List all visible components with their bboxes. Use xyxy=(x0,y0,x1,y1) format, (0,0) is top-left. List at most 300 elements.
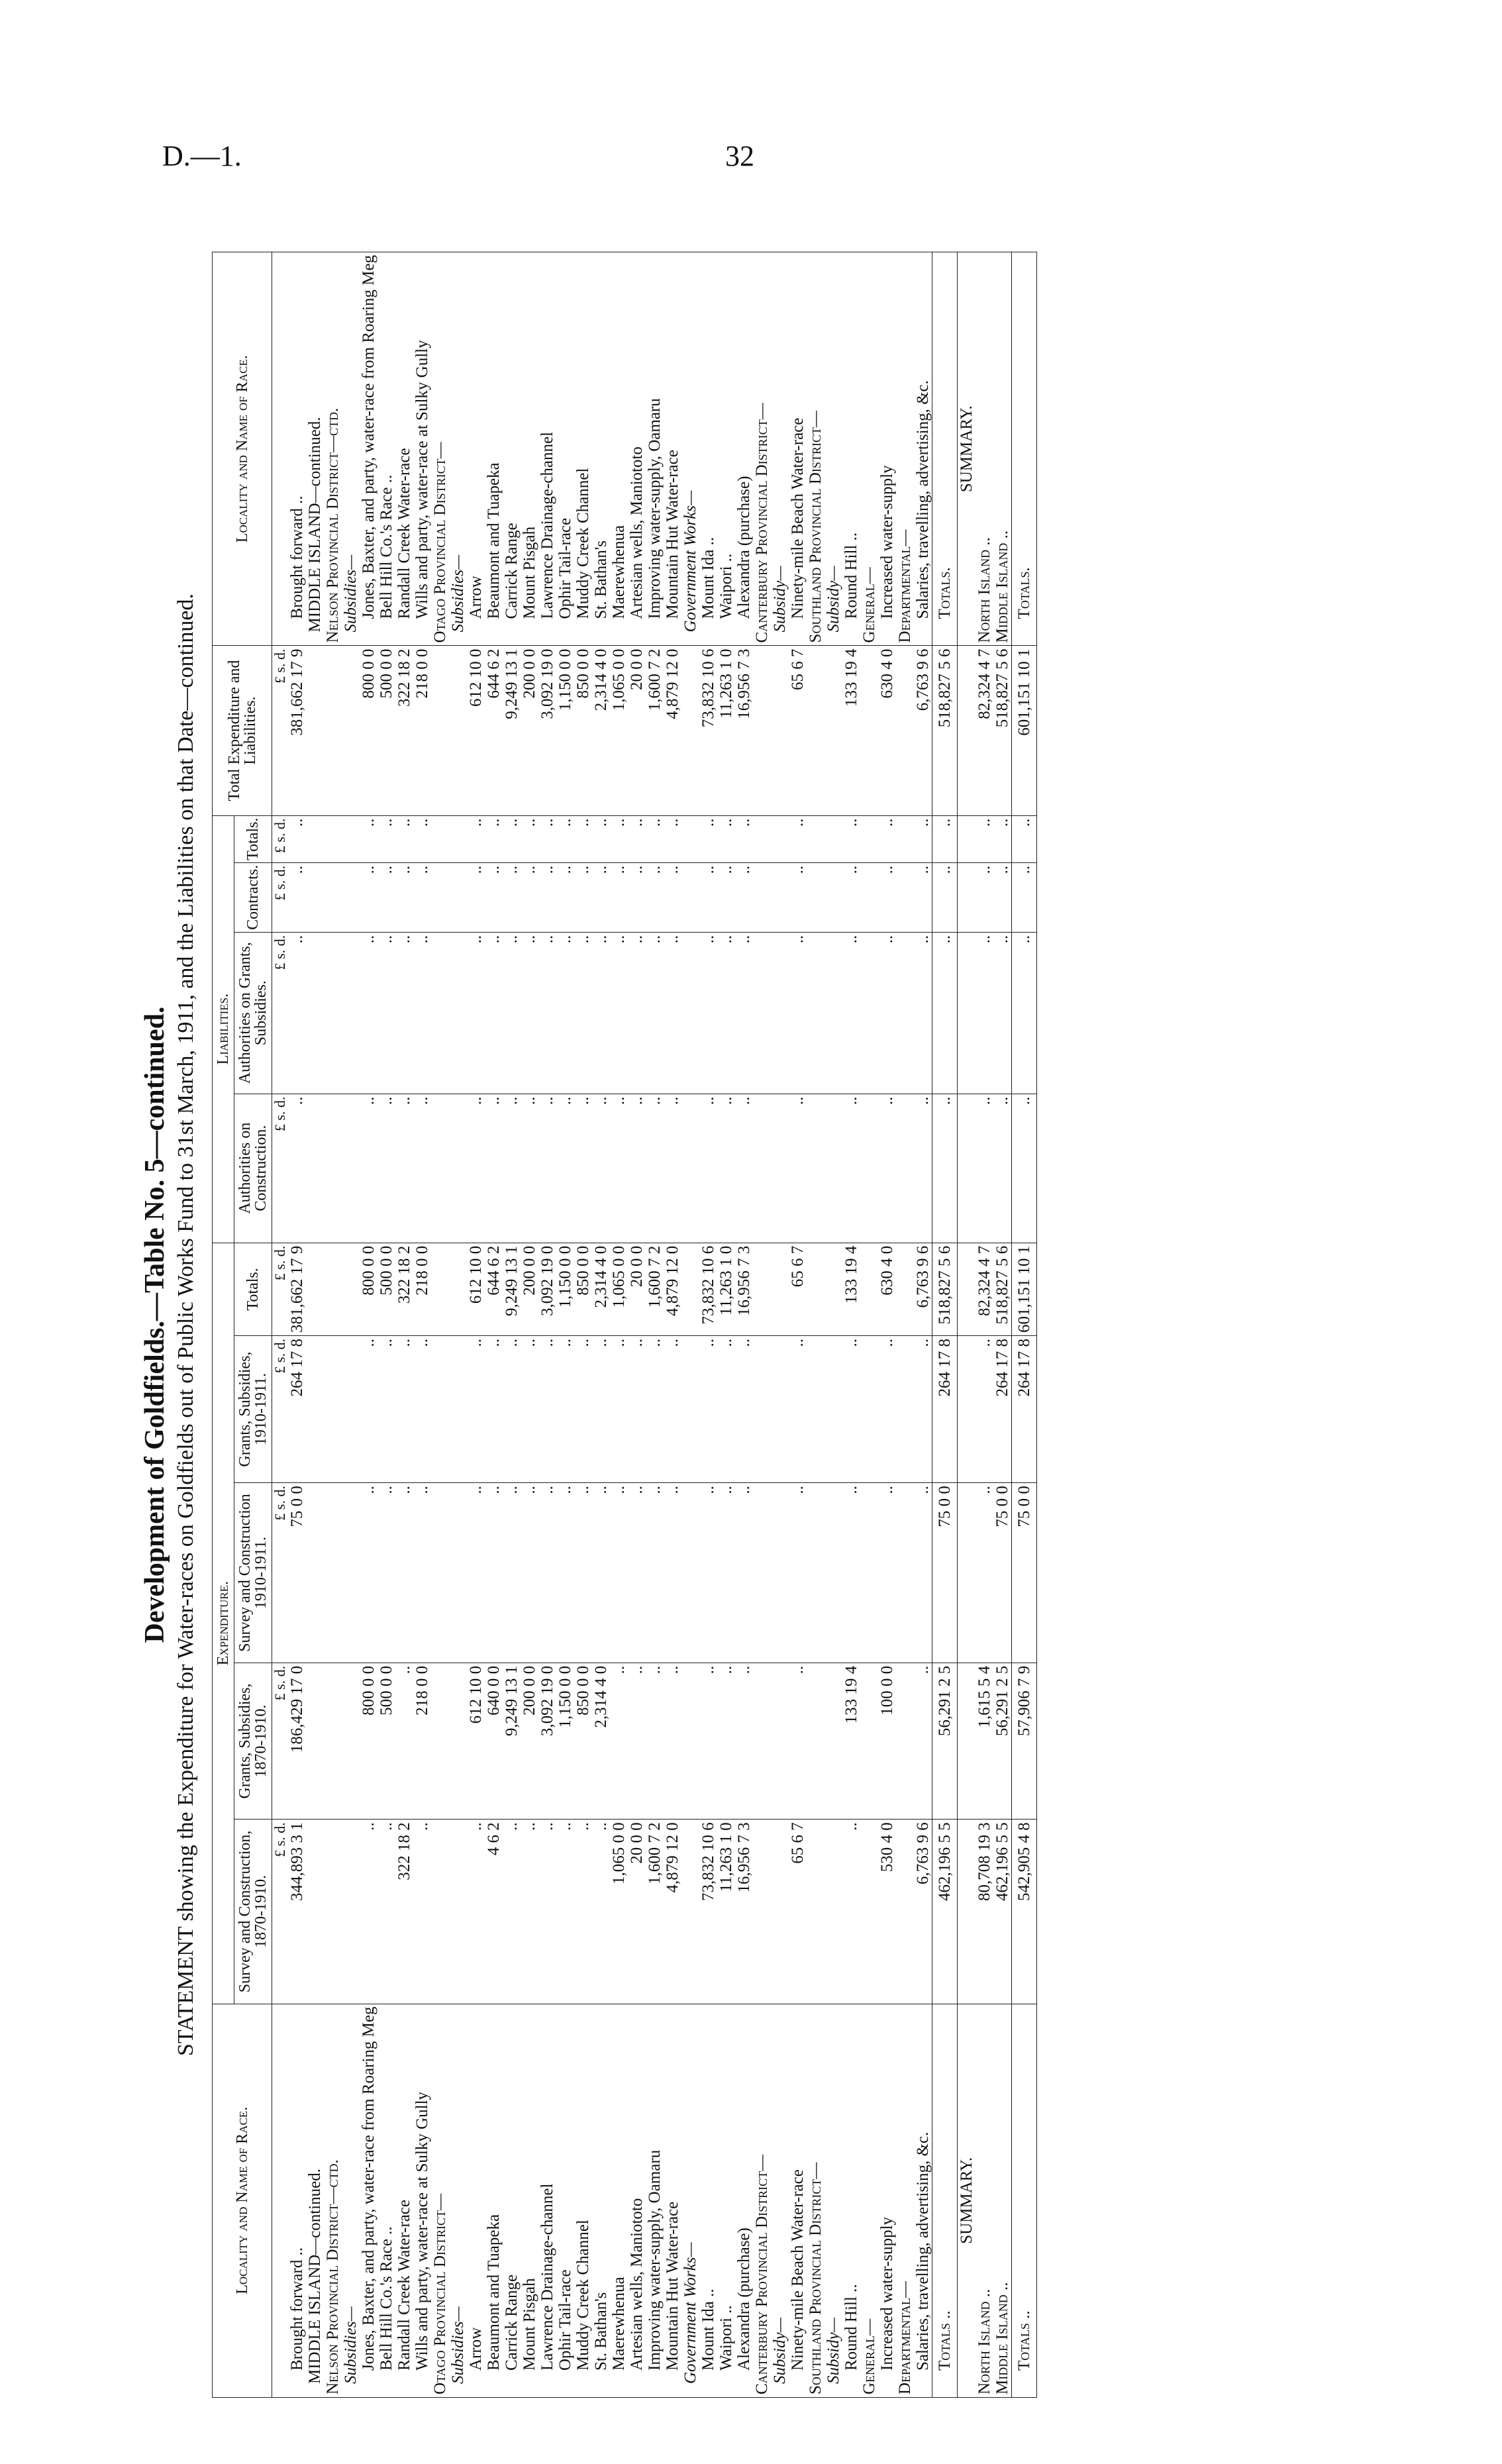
col-survey-1910: Survey and Construction 1910-1911. xyxy=(234,1483,272,1663)
cell-s10: .. xyxy=(735,1483,753,1663)
cell-s70: .. xyxy=(503,1820,521,2004)
cell-tot: 500 0 0 xyxy=(377,1243,395,1335)
cell-s10: .. xyxy=(556,1483,574,1663)
cell-g70: 9,249 13 1 xyxy=(503,1663,521,1819)
cell-g10 xyxy=(753,1336,771,1483)
cell-g70: .. xyxy=(914,1663,932,1819)
cell-s70: .. xyxy=(556,1820,574,2004)
cell-lt: .. xyxy=(467,815,485,862)
cell-g10: .. xyxy=(976,1336,993,1483)
cell-ac: .. xyxy=(878,1094,896,1243)
cell-ac xyxy=(431,1094,449,1243)
cell-g70: .. xyxy=(628,1663,646,1819)
cell-ag: .. xyxy=(610,932,628,1094)
cell-te: 133 19 4 xyxy=(842,646,860,815)
row-label: Muddy Creek Channel xyxy=(574,2004,592,2397)
cell-ac: .. xyxy=(1012,1094,1037,1243)
cell-g70 xyxy=(807,1663,825,1819)
cell-ac xyxy=(825,1094,842,1243)
cell-g70: 1,150 0 0 xyxy=(556,1663,574,1819)
cell-te: 11,263 1 0 xyxy=(717,646,735,815)
cell-co: .. xyxy=(646,862,664,932)
cell-s10: .. xyxy=(717,1483,735,1663)
row-label-right: Mount Ida .. xyxy=(699,252,717,646)
cell-g70 xyxy=(753,1663,771,1819)
row-label: Subsidy— xyxy=(825,2004,842,2397)
cell-g10: .. xyxy=(842,1336,860,1483)
summary-totals-row xyxy=(1012,252,1037,2398)
cell-ac: .. xyxy=(932,1094,958,1243)
cell-s70 xyxy=(860,1820,878,2004)
cell-te: 16,956 7 3 xyxy=(735,646,753,815)
cell-te xyxy=(342,646,360,815)
row-label: Lawrence Drainage-channel xyxy=(538,2004,556,2397)
cell-co: .. xyxy=(413,862,431,932)
cell-ag: .. xyxy=(538,932,556,1094)
row-label-right: Middle Island .. xyxy=(993,252,1012,646)
cell-ag: .. xyxy=(646,932,664,1094)
unit-row xyxy=(272,252,289,2398)
row-label: Southland Provincial District— xyxy=(807,2004,825,2397)
row-label-right: Wills and party, water-race at Sulky Gully xyxy=(413,252,431,646)
cell-tot: 612 10 0 xyxy=(467,1243,485,1335)
cell-tot: 1,150 0 0 xyxy=(556,1243,574,1335)
cell-co: .. xyxy=(610,862,628,932)
expenditure-table xyxy=(212,252,1037,2398)
cell-s10 xyxy=(860,1483,878,1663)
cell-s70: 6,763 9 6 xyxy=(914,1820,932,2004)
cell-g10: 264 17 8 xyxy=(1012,1336,1037,1483)
cell-ag: .. xyxy=(556,932,574,1094)
cell-tot: 73,832 10 6 xyxy=(699,1243,717,1335)
cell-lt xyxy=(681,815,699,862)
cell-lt: .. xyxy=(538,815,556,862)
cell-s70 xyxy=(807,1820,825,2004)
cell-g10 xyxy=(324,1336,342,1483)
cell-g10: .. xyxy=(485,1336,503,1483)
cell-ag xyxy=(306,932,324,1094)
cell-te: 630 4 0 xyxy=(878,646,896,815)
cell-s70 xyxy=(896,1820,914,2004)
cell-ac: .. xyxy=(664,1094,681,1243)
cell-co: .. xyxy=(503,862,521,932)
cell-s70: 73,832 10 6 xyxy=(699,1820,717,2004)
cell-ag: .. xyxy=(993,932,1012,1094)
cell-s70: 4 6 2 xyxy=(485,1820,503,2004)
cell-g10: .. xyxy=(717,1336,735,1483)
row-label-right: Ophir Tail-race xyxy=(556,252,574,646)
cell-lt: .. xyxy=(413,815,431,862)
cell-ag: .. xyxy=(976,932,993,1094)
cell-tot: 518,827 5 6 xyxy=(932,1243,958,1335)
cell-ag xyxy=(431,932,449,1094)
cell-te xyxy=(825,646,842,815)
cell-s70: 1,065 0 0 xyxy=(610,1820,628,2004)
cell-ac: .. xyxy=(556,1094,574,1243)
row-label-right: Waipori .. xyxy=(717,252,735,646)
cell-ag xyxy=(860,932,878,1094)
cell-s10: .. xyxy=(592,1483,610,1663)
cell-te: 9,249 13 1 xyxy=(503,646,521,815)
cell-tot: 1,600 7 2 xyxy=(646,1243,664,1335)
row-label-right: Improving water-supply, Oamaru xyxy=(646,252,664,646)
cell-te: 644 6 2 xyxy=(485,646,503,815)
cell-ac: .. xyxy=(592,1094,610,1243)
cell-s10 xyxy=(825,1483,842,1663)
summary-row xyxy=(993,252,1012,2398)
cell-co: .. xyxy=(976,862,993,932)
cell-co xyxy=(753,862,771,932)
cell-s10 xyxy=(342,1483,360,1663)
table-row xyxy=(789,252,807,2398)
table-row xyxy=(306,252,324,2398)
cell-g70: 218 0 0 xyxy=(413,1663,431,1819)
cell-g10 xyxy=(681,1336,699,1483)
cell-tot: 11,263 1 0 xyxy=(717,1243,735,1335)
cell-s10: 75 0 0 xyxy=(932,1483,958,1663)
row-label: Improving water-supply, Oamaru xyxy=(646,2004,664,2397)
cell-ag: .. xyxy=(914,932,932,1094)
cell-te: 1,600 7 2 xyxy=(646,646,664,815)
cell-tot: 2,314 4 0 xyxy=(592,1243,610,1335)
cell-g70: .. xyxy=(717,1663,735,1819)
cell-s70: 20 0 0 xyxy=(628,1820,646,2004)
cell-tot xyxy=(306,1243,324,1335)
row-label: General— xyxy=(860,2004,878,2397)
row-label-right: Brought forward .. xyxy=(288,252,306,646)
table-row xyxy=(878,252,896,2398)
cell-s10: .. xyxy=(503,1483,521,1663)
cell-lt: .. xyxy=(485,815,503,862)
cell-ac: .. xyxy=(842,1094,860,1243)
col-survey-1870: Survey and Construction, 1870-1910. xyxy=(234,1820,272,2004)
row-label: Round Hill .. xyxy=(842,2004,860,2397)
cell-s10 xyxy=(681,1483,699,1663)
cell-ag: .. xyxy=(485,932,503,1094)
table-row xyxy=(699,252,717,2398)
cell-ag xyxy=(896,932,914,1094)
cell-tot: 65 6 7 xyxy=(789,1243,807,1335)
cell-s10: .. xyxy=(377,1483,395,1663)
cell-lt: .. xyxy=(699,815,717,862)
unit-cell: £ s. d. xyxy=(272,1243,289,1335)
cell-ac: .. xyxy=(538,1094,556,1243)
row-label: Totals .. xyxy=(932,2004,958,2397)
cell-co: .. xyxy=(993,862,1012,932)
cell-ag xyxy=(771,932,789,1094)
cell-s10: .. xyxy=(628,1483,646,1663)
row-label-right: Nelson Provincial District—ctd. xyxy=(324,252,342,646)
cell-te: 850 0 0 xyxy=(574,646,592,815)
col-group-expenditure: Expenditure. xyxy=(213,1243,234,2004)
cell-ac: .. xyxy=(413,1094,431,1243)
cell-lt xyxy=(825,815,842,862)
cell-ac: .. xyxy=(503,1094,521,1243)
cell-g70: 3,092 19 0 xyxy=(538,1663,556,1819)
cell-g70 xyxy=(324,1663,342,1819)
cell-te: 322 18 2 xyxy=(395,646,413,815)
cell-te: 82,324 4 7 xyxy=(976,646,993,815)
cell-s70: .. xyxy=(574,1820,592,2004)
cell-lt: .. xyxy=(735,815,753,862)
unit-cell: £ s. d. xyxy=(272,1483,289,1663)
cell-ag: .. xyxy=(789,932,807,1094)
row-label-right: Southland Provincial District— xyxy=(807,252,825,646)
cell-te xyxy=(306,646,324,815)
cell-g10: .. xyxy=(878,1336,896,1483)
cell-ac: .. xyxy=(717,1094,735,1243)
unit-cell: £ s. d. xyxy=(272,1820,289,2004)
row-label: Arrow xyxy=(467,2004,485,2397)
cell-g10: .. xyxy=(556,1336,574,1483)
cell-co: .. xyxy=(467,862,485,932)
table-row xyxy=(395,252,413,2398)
cell-lt: .. xyxy=(574,815,592,862)
table-row xyxy=(324,252,342,2398)
row-label-right: Carrick Range xyxy=(503,252,521,646)
cell-s70: .. xyxy=(467,1820,485,2004)
cell-s70: .. xyxy=(377,1820,395,2004)
cell-g70: 850 0 0 xyxy=(574,1663,592,1819)
row-label-right: Muddy Creek Channel xyxy=(574,252,592,646)
cell-g10: .. xyxy=(395,1336,413,1483)
cell-g10 xyxy=(306,1336,324,1483)
cell-ag xyxy=(342,932,360,1094)
cell-co: .. xyxy=(1012,862,1037,932)
cell-ag xyxy=(449,932,467,1094)
unit-cell: £ s. d. xyxy=(272,932,289,1094)
cell-g10: .. xyxy=(503,1336,521,1483)
summary-row xyxy=(976,252,993,2398)
cell-te xyxy=(860,646,878,815)
cell-co xyxy=(771,862,789,932)
cell-g70: .. xyxy=(610,1663,628,1819)
cell-g70 xyxy=(681,1663,699,1819)
cell-lt: .. xyxy=(878,815,896,862)
cell-ac xyxy=(342,1094,360,1243)
cell-ag: .. xyxy=(592,932,610,1094)
row-label-right: Arrow xyxy=(467,252,485,646)
cell-ac: .. xyxy=(467,1094,485,1243)
cell-co xyxy=(825,862,842,932)
cell-g10: .. xyxy=(789,1336,807,1483)
cell-g70 xyxy=(306,1663,324,1819)
cell-co: .. xyxy=(914,862,932,932)
row-label: Ninety-mile Beach Water-race xyxy=(789,2004,807,2397)
cell-ag: .. xyxy=(413,932,431,1094)
cell-tot: 6,763 9 6 xyxy=(914,1243,932,1335)
totals-row xyxy=(932,252,958,2398)
cell-g10: .. xyxy=(538,1336,556,1483)
table-row xyxy=(467,252,485,2398)
table-subtitle: STATEMENT showing the Expenditure for Water-races on Goldfields out of Public Works Fund to 31st March, 1911, and the Liabilities on that Date—continued. xyxy=(174,593,198,2056)
table-row xyxy=(449,252,467,2398)
cell-tot: 601,151 10 1 xyxy=(1012,1243,1037,1335)
cell-lt: .. xyxy=(789,815,807,862)
table-body xyxy=(272,252,1037,2398)
unit-cell: £ s. d. xyxy=(272,1094,289,1243)
cell-te xyxy=(896,646,914,815)
cell-ag: .. xyxy=(521,932,538,1094)
cell-g70: .. xyxy=(735,1663,753,1819)
cell-tot: 630 4 0 xyxy=(878,1243,896,1335)
cell-s10 xyxy=(306,1483,324,1663)
cell-g70 xyxy=(449,1663,467,1819)
cell-s70 xyxy=(306,1820,324,2004)
cell-lt: .. xyxy=(664,815,681,862)
cell-tot: 133 19 4 xyxy=(842,1243,860,1335)
cell-s10: .. xyxy=(521,1483,538,1663)
cell-lt: .. xyxy=(842,815,860,862)
cell-tot: 322 18 2 xyxy=(395,1243,413,1335)
cell-s70 xyxy=(771,1820,789,2004)
cell-g10: .. xyxy=(377,1336,395,1483)
cell-s70: 11,263 1 0 xyxy=(717,1820,735,2004)
cell-g10: .. xyxy=(574,1336,592,1483)
row-label: Wills and party, water-race at Sulky Gully xyxy=(413,2004,431,2397)
cell-s10 xyxy=(896,1483,914,1663)
table-row xyxy=(753,252,771,2398)
page-number: 32 xyxy=(725,140,754,172)
cell-g10: .. xyxy=(664,1336,681,1483)
cell-tot xyxy=(860,1243,878,1335)
cell-s70: 1,600 7 2 xyxy=(646,1820,664,2004)
cell-co: .. xyxy=(395,862,413,932)
row-label-right: Increased water-supply xyxy=(878,252,896,646)
cell-s10 xyxy=(431,1483,449,1663)
cell-tot: 4,879 12 0 xyxy=(664,1243,681,1335)
cell-s10: .. xyxy=(842,1483,860,1663)
cell-ag xyxy=(324,932,342,1094)
cell-co: .. xyxy=(521,862,538,932)
cell-ac: .. xyxy=(521,1094,538,1243)
table-row xyxy=(681,252,699,2398)
cell-g10 xyxy=(825,1336,842,1483)
cell-s10: 75 0 0 xyxy=(1012,1483,1037,1663)
row-label-right: Lawrence Drainage-channel xyxy=(538,252,556,646)
cell-g70: .. xyxy=(789,1663,807,1819)
cell-g70: 133 19 4 xyxy=(842,1663,860,1819)
cell-ac xyxy=(681,1094,699,1243)
col-group-liabilities: Liabilities. xyxy=(213,815,234,1243)
cell-te: 4,879 12 0 xyxy=(664,646,681,815)
row-label: Brought forward .. xyxy=(288,2004,306,2397)
row-label: Artesian wells, Maniototo xyxy=(628,2004,646,2397)
cell-co: .. xyxy=(789,862,807,932)
row-label: Ophir Tail-race xyxy=(556,2004,574,2397)
cell-ac: .. xyxy=(628,1094,646,1243)
cell-lt: .. xyxy=(610,815,628,862)
table-row xyxy=(896,252,914,2398)
row-label: Departmental— xyxy=(896,2004,914,2397)
cell-s10: .. xyxy=(485,1483,503,1663)
cell-g70: 800 0 0 xyxy=(360,1663,377,1819)
cell-s10: .. xyxy=(574,1483,592,1663)
cell-lt xyxy=(449,815,467,862)
cell-s70 xyxy=(753,1820,771,2004)
cell-lt xyxy=(771,815,789,862)
row-label-right: Subsidy— xyxy=(771,252,789,646)
col-auth-grants: Authorities on Grants, Subsidies. xyxy=(234,932,272,1094)
cell-g10 xyxy=(342,1336,360,1483)
cell-ag: .. xyxy=(467,932,485,1094)
cell-g70 xyxy=(342,1663,360,1819)
cell-lt: .. xyxy=(521,815,538,862)
col-totals: Totals. xyxy=(234,1243,272,1335)
cell-g70 xyxy=(825,1663,842,1819)
cell-s10: .. xyxy=(699,1483,717,1663)
cell-tot: 82,324 4 7 xyxy=(976,1243,993,1335)
col-contracts: Contracts. xyxy=(234,862,272,932)
cell-co xyxy=(342,862,360,932)
cell-s70 xyxy=(449,1820,467,2004)
cell-tot xyxy=(825,1243,842,1335)
cell-g70: .. xyxy=(395,1663,413,1819)
summary-heading-row xyxy=(958,252,976,2398)
table-row xyxy=(574,252,592,2398)
cell-te xyxy=(753,646,771,815)
row-label-right: Randall Creek Water-race xyxy=(395,252,413,646)
table-row xyxy=(807,252,825,2398)
row-label-right: Mountain Hut Water-race xyxy=(664,252,681,646)
table-row xyxy=(538,252,556,2398)
cell-s70: .. xyxy=(538,1820,556,2004)
col-liab-totals: Totals. xyxy=(234,815,272,862)
row-label: Government Works— xyxy=(681,2004,699,2397)
cell-g70 xyxy=(860,1663,878,1819)
cell-s10: .. xyxy=(878,1483,896,1663)
row-label: Beaumont and Tuapeka xyxy=(485,2004,503,2397)
cell-lt xyxy=(324,815,342,862)
row-label-right: Maerewhenua xyxy=(610,252,628,646)
cell-g10: .. xyxy=(735,1336,753,1483)
cell-g10: .. xyxy=(610,1336,628,1483)
cell-ag xyxy=(753,932,771,1094)
cell-co xyxy=(681,862,699,932)
cell-s70: 65 6 7 xyxy=(789,1820,807,2004)
cell-co: .. xyxy=(574,862,592,932)
cell-tot: 800 0 0 xyxy=(360,1243,377,1335)
cell-g10: .. xyxy=(646,1336,664,1483)
cell-te: 65 6 7 xyxy=(789,646,807,815)
cell-g10: .. xyxy=(360,1336,377,1483)
cell-s70: 322 18 2 xyxy=(395,1820,413,2004)
cell-ag: .. xyxy=(574,932,592,1094)
cell-co: .. xyxy=(664,862,681,932)
cell-lt: .. xyxy=(503,815,521,862)
cell-s70: 344,893 3 1 xyxy=(288,1820,306,2004)
cell-te: 2,314 4 0 xyxy=(592,646,610,815)
cell-co: .. xyxy=(288,862,306,932)
row-label: Subsidies— xyxy=(342,2004,360,2397)
cell-lt: .. xyxy=(556,815,574,862)
cell-te: 381,662 17 9 xyxy=(288,646,306,815)
cell-g70: 186,429 17 0 xyxy=(288,1663,306,1819)
row-label-right: Subsidies— xyxy=(449,252,467,646)
cell-ac: .. xyxy=(789,1094,807,1243)
cell-s70: .. xyxy=(413,1820,431,2004)
cell-s10: .. xyxy=(413,1483,431,1663)
cell-ag xyxy=(681,932,699,1094)
cell-s10 xyxy=(324,1483,342,1663)
table-title: Development of Goldfields.—Table No. 5—continued. xyxy=(140,1006,170,1643)
table-row xyxy=(592,252,610,2398)
cell-te: 200 0 0 xyxy=(521,646,538,815)
cell-ac: .. xyxy=(976,1094,993,1243)
cell-te xyxy=(431,646,449,815)
row-label-right: General— xyxy=(860,252,878,646)
cell-co: .. xyxy=(538,862,556,932)
